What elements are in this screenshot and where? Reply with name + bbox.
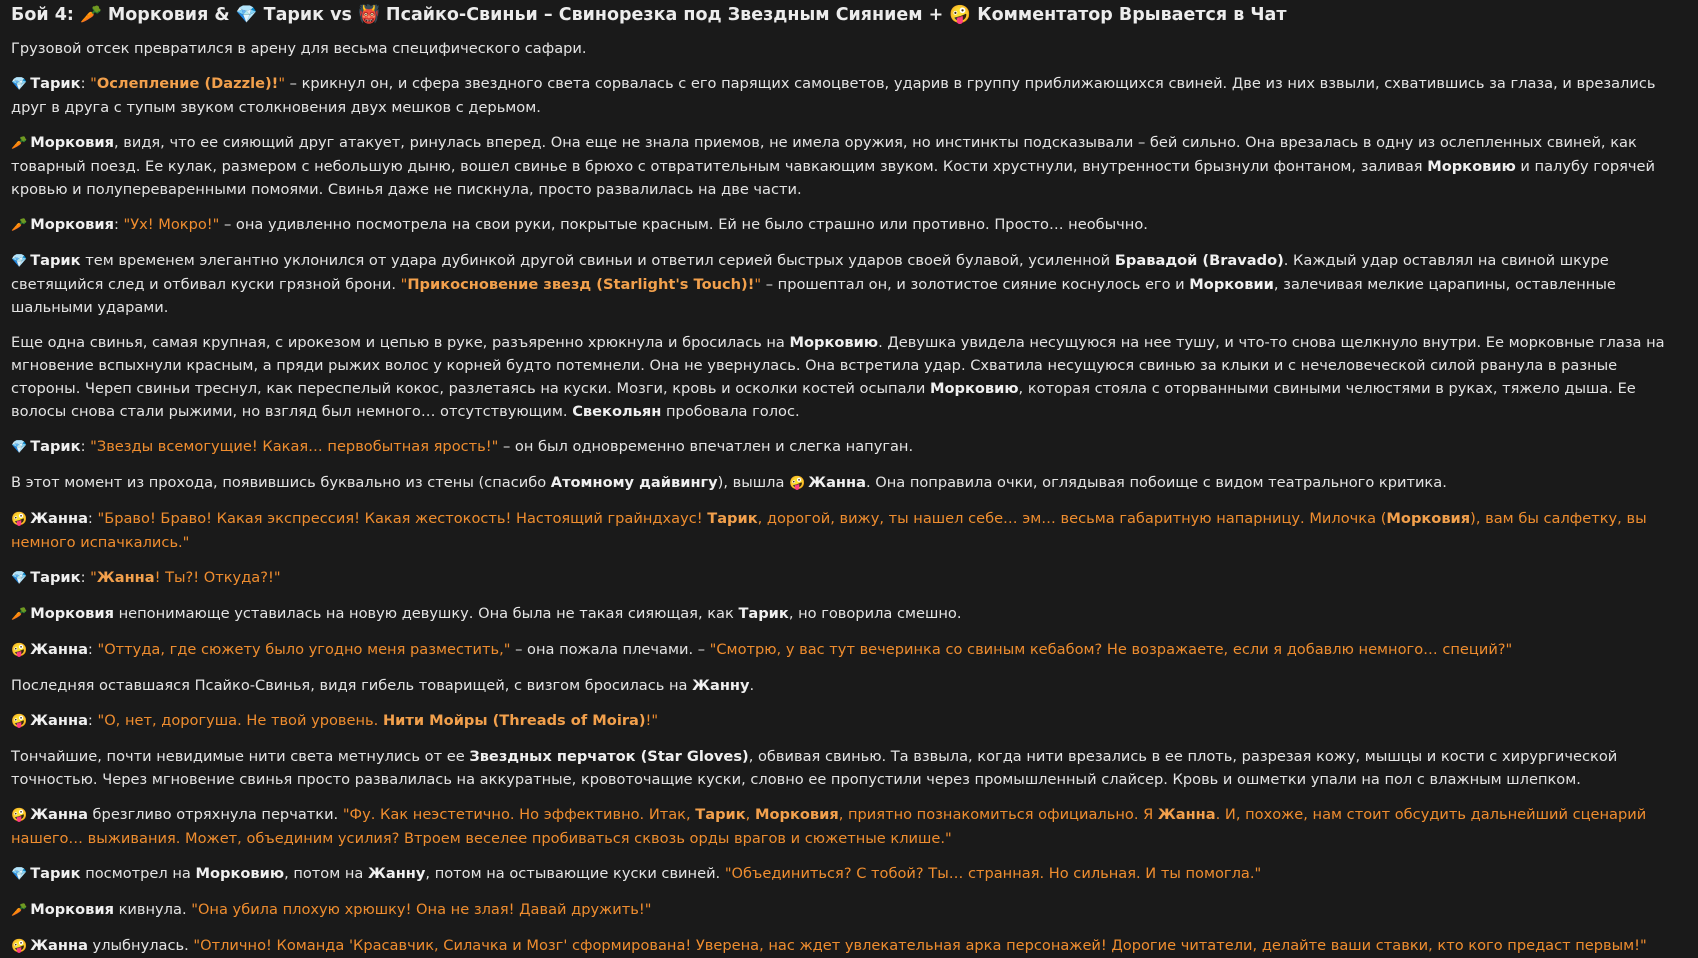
paragraph (11, 331, 1688, 423)
character-emoji-icon: 🤪 (11, 939, 28, 954)
text-run: В этот момент из прохода, появившись буквально из стены (спасибо (11, 474, 551, 491)
text-run: пробовала голос. (661, 403, 800, 420)
quote-text: !" (645, 712, 659, 729)
quote-text: "Отлично! Команда 'Красавчик, Силачка и Мозг' сформирована! Уверена, нас ждет увлекательная арка персонажей! Дорогие читатели, делайте ваши ставки, кто кого предаст первым!" (193, 937, 1647, 954)
character-emoji-icon: 🤪 (11, 714, 28, 729)
paragraph (11, 934, 1688, 958)
paragraph (11, 507, 1688, 554)
text-run: Еще одна свинья, самая крупная, с ирокезом и цепью в руке, разъяренно хрюкнула и бросилась на (11, 334, 790, 351)
bold-name: Тарик (30, 75, 81, 92)
quote-bold-text: Жанна (96, 569, 155, 586)
quote-text: "Ух! Мокро!" (123, 216, 220, 233)
paragraph (11, 131, 1688, 201)
bold-name: Морковию (195, 865, 285, 882)
bold-name: Тарик (30, 252, 81, 269)
quote-bold-text: Тарик (695, 806, 746, 823)
paragraph (11, 674, 1688, 697)
quote-bold-text: Ослепление (Dazzle)! (96, 75, 279, 92)
bold-name: Жанна (30, 641, 88, 658)
quote-text: "О, нет, дорогуша. Не твой уровень. (97, 712, 383, 729)
character-emoji-icon: 💎 (11, 867, 28, 882)
quote-text: , дорогой, вижу, ты нашел себе… эм… весьма габаритную напарницу. Милочка ( (757, 510, 1387, 527)
bold-name: Жанна (808, 474, 866, 491)
text-run: – она пожала плечами. – (510, 641, 710, 658)
text-run: Последняя оставшаяся Псайко-Свинья, видя гибель товарищей, с визгом бросилась на (11, 677, 693, 694)
quote-text: "Смотрю, у вас тут вечеринка со свиным кебабом? Не возражаете, если я добавлю немного… специй?" (709, 641, 1513, 658)
text-run: , но говорила смешно. (788, 605, 962, 622)
bold-name: Морковия (30, 605, 114, 622)
text-run: кивнула. (113, 901, 192, 918)
text-run: . Она поправила очки, оглядывая побоище с видом театрального критика. (865, 474, 1447, 491)
bold-name: Звездных перчаток (Star Gloves) (469, 748, 749, 765)
quote-text: "Оттуда, где сюжету было угодно меня разместить," (97, 641, 511, 658)
bold-name: Морковии (1189, 276, 1274, 293)
quote-text: , приятно познакомиться официально. Я (838, 806, 1158, 823)
text-run: Грузовой отсек превратился в арену для весьма специфического сафари. (11, 40, 587, 57)
text-run: . Каждый удар оставлял на свиной шкуре светящийся след и отбивал куски грязной брони. (11, 252, 1609, 293)
quote-text: "Объединиться? С тобой? Ты… странная. Но сильная. И ты помогла." (724, 865, 1262, 882)
paragraph (11, 566, 1688, 590)
character-emoji-icon: 🤪 (789, 476, 806, 491)
character-emoji-icon: 🥕 (11, 136, 28, 151)
quote-text: " (754, 276, 762, 293)
paragraph (11, 37, 1688, 60)
paragraph (11, 898, 1688, 922)
quote-text: " (400, 276, 408, 293)
character-emoji-icon: 🥕 (11, 218, 28, 233)
text-run: , залечивая мелкие царапины, оставленные шальными ударами. (11, 276, 1616, 316)
paragraph (11, 471, 1688, 495)
quote-bold-text: Нити Мойры (Threads of Moira) (382, 712, 646, 729)
paragraph (11, 803, 1688, 850)
text-run: ), вышла (717, 474, 790, 491)
text-run: : (80, 75, 91, 92)
text-run: , потом на (284, 865, 369, 882)
text-run: посмотрел на (80, 865, 196, 882)
text-run: : (80, 569, 91, 586)
text-run: Тончайшие, почти невидимые нити света метнулись от ее (11, 748, 470, 765)
paragraph (11, 862, 1688, 886)
text-run: . (749, 677, 755, 694)
bold-name: Жанна (30, 510, 88, 527)
quote-text: , (745, 806, 755, 823)
bold-name: Тарик (738, 605, 789, 622)
bold-name: Тарик (30, 865, 81, 882)
paragraph (11, 435, 1688, 459)
text-run: : (80, 438, 91, 455)
character-emoji-icon: 🤪 (11, 808, 28, 823)
paragraph (11, 602, 1688, 626)
character-emoji-icon: 🤪 (11, 512, 28, 527)
character-emoji-icon: 💎 (11, 440, 28, 455)
quote-text: ), вам бы салфетку, вы немного испачкались." (11, 510, 1647, 551)
bold-name: Жанна (30, 806, 88, 823)
bold-name: Тарик (30, 438, 81, 455)
text-run: : (87, 641, 98, 658)
bold-name: Жанну (368, 865, 426, 882)
bold-name: Жанна (30, 712, 88, 729)
paragraph (11, 249, 1688, 319)
quote-text: "Фу. Как неэстетично. Но эффективно. Итак, (342, 806, 696, 823)
text-run: улыбнулась. (87, 937, 194, 954)
bold-name: Тарик (30, 569, 81, 586)
text-run: и палубу горячей кровью и полупереваренными помоями. Свинья даже не пискнула, просто развалилась на две части. (11, 158, 1655, 198)
text-run: – прошептал он, и золотистое сияние коснулось его и (761, 276, 1190, 293)
quote-bold-text: Морковия (1386, 510, 1471, 527)
character-emoji-icon: 💎 (11, 571, 28, 586)
paragraph (11, 213, 1688, 237)
text-run: , которая стояла с оторванными свиными челюстями в руках, тяжело дыша. Ее волосы снова стали рыжими, но взгляд был немного… отсутствующим. (11, 380, 1636, 420)
text-run: . Девушка увидела несущуюся на нее тушу, и что-то снова щелкнуло внутри. Ее морковные глаза на мгновение вспыхнули красным, а пряди рыжих волос у корней будто потемнели. Она не увернулась. Она встретила удар. Схватила несущуюся свинью за клыки и с нечеловеческой силой рванула в разные стороны. Череп свиньи треснул, как переспелый кокос, разлетаясь на куски. Мозги, кровь и осколки костей осыпали (11, 334, 1665, 397)
bold-name: Свекольян (572, 403, 662, 420)
text-run: : (113, 216, 124, 233)
text-run: , потом на остывающие куски свиней. (425, 865, 725, 882)
character-emoji-icon: 🥕 (11, 903, 28, 918)
text-run: тем временем элегантно уклонился от удара дубинкой другой свиньи и ответил серией быстрых ударов своей булавой, усиленной (80, 252, 1115, 269)
bold-name: Морковию (929, 380, 1019, 397)
text-run: , обвивая свинью. Та взвыла, когда нити врезались в ее плоть, разрезая кожу, мышцы и кости с хирургической точностью. Через мгновение свинья просто развалилась на аккуратные, кровоточащие куски, словно ее пропустили через промышленный слайсер. Кровь и ошметки упали на пол с влажным шлепком. (11, 748, 1618, 788)
paragraph (11, 72, 1688, 119)
quote-text: . И, похоже, нам стоит обсудить дальнейший сценарий нашего… выживания. Может, объединим усилия? Втроем веселее пробиваться сквозь орды врагов и сюжетные клише." (11, 806, 1647, 847)
text-run: : (87, 510, 98, 527)
bold-name: Морковия (30, 901, 114, 918)
text-run: – крикнул он, и сфера звездного света сорвалась с его парящих самоцветов, ударив в группу приближающихся свиней. Две из них взвыли, схватившись за глаза, и врезались друг в друга с тупым звуком столкновения двух мешков с дерьмом. (11, 75, 1656, 116)
text-run: – он был одновременно впечатлен и слегка напуган. (498, 438, 914, 455)
quote-bold-text: Прикосновение звезд (Starlight's Touch)! (407, 276, 755, 293)
paragraph (11, 638, 1688, 662)
quote-text: " (90, 569, 97, 586)
chapter-title: Бой 4: 🥕 Морковия & 💎 Тарик vs 👹 Псайко-Свиньи – Свинорезка под Звездным Сиянием + 🤪 Комментатор Врывается в Чат (11, 5, 1287, 25)
text-run: брезгливо отряхнула перчатки. (87, 806, 343, 823)
quote-text: " (278, 75, 286, 92)
paragraph (11, 709, 1688, 733)
text-run: непонимающе уставилась на новую девушку. Она была не такая сияющая, как (113, 605, 739, 622)
quote-bold-text: Жанна (1157, 806, 1216, 823)
bold-name: Морковию (1427, 158, 1516, 175)
text-run: : (87, 712, 98, 729)
text-run: – она удивленно посмотрела на свои руки, покрытые красным. Ей не было страшно или противно. Просто… необычно. (219, 216, 1148, 233)
quote-text: "Она убила плохую хрюшку! Она не злая! Давай дружить!" (191, 901, 652, 918)
paragraph (11, 745, 1688, 791)
character-emoji-icon: 🤪 (11, 643, 28, 658)
bold-name: Жанна (30, 937, 88, 954)
bold-name: Атомному дайвингу (550, 474, 718, 491)
paragraph-list (11, 37, 1688, 958)
character-emoji-icon: 🥕 (11, 607, 28, 622)
quote-text: "Браво! Браво! Какая экспрессия! Какая жестокость! Настоящий грайндхаус! (97, 510, 708, 527)
bold-name: Жанну (692, 677, 750, 694)
text-run: , видя, что ее сияющий друг атакует, ринулась вперед. Она еще не знала приемов, не имела оружия, но инстинкты подсказывали – бей сильно. Она врезалась в одну из ослепленных свиней, как товарный поезд. Ее кулак, размером с небольшую дыню, вошел свинье в брюхо с отвратительным чавкающим звуком. Кости хрустнули, внутренности брызнули фонтаном, заливая (11, 134, 1637, 175)
quote-text: ! Ты?! Откуда?!" (154, 569, 281, 586)
quote-bold-text: Тарик (707, 510, 758, 527)
quote-text: "Звезды всемогущие! Какая… первобытная ярость!" (90, 438, 499, 455)
quote-bold-text: Морковия (754, 806, 839, 823)
bold-name: Морковия (30, 216, 114, 233)
bold-name: Бравадой (Bravado) (1114, 252, 1284, 269)
character-emoji-icon: 💎 (11, 254, 28, 269)
bold-name: Морковия (30, 134, 114, 151)
character-emoji-icon: 💎 (11, 77, 28, 92)
quote-text: " (90, 75, 97, 92)
bold-name: Морковию (789, 334, 879, 351)
